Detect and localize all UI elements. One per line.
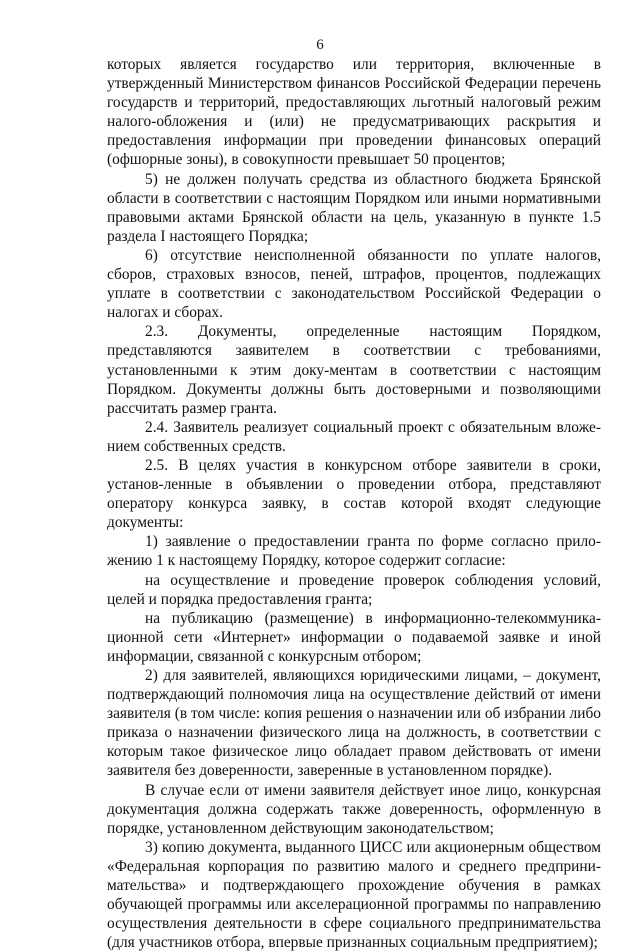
document-body [107, 55, 601, 952]
page-number: 6 [316, 37, 324, 53]
paragraph-doc-3: 3) копию документа, выданного ЦИСС или акционерным обществом «Федеральная корпорация по развитию малого и среднего предприни-мательства» и подтверждающего прохождение обучения в рамках обучающей программы или акселерационной программы по направлению осуществления деятельности в сфере социального предпринимательства (для участников отбора, впервые признанных социальным предприятием); [107, 838, 601, 952]
paragraph-proxy: В случае если от имени заявителя действует иное лицо, конкурсная документация должна содержать также доверенность, оформленную в порядке, установленном действующим законодательством; [107, 781, 601, 837]
paragraph-doc-1: 1) заявление о предоставлении гранта по форме согласно прило-жению 1 к настоящему Порядку, которое содержит согласие: [107, 533, 601, 570]
paragraph-doc-2: 2) для заявителей, являющихся юридическими лицами, – документ, подтверждающий полномочия лица на осуществление действий от имени заявителя (в том числе: копия решения о назначении или об избрании либо приказа о назначении физического лица на должность, в соответствии с которым такое физическое лицо обладает правом действовать от имени заявителя без доверенности, заверенные в установленном порядке). [107, 667, 601, 780]
paragraph-2-4: 2.4. Заявитель реализует социальный проект с обязательным вложе-нием собственных средств. [107, 418, 601, 455]
paragraph-item-5: 5) не должен получать средства из областного бюджета Брянской области в соответствии с настоящим Порядком или иными нормативными правовыми актами Брянской области на цель, указанную в пункте 1.5 раздела I настоящего Порядка; [107, 170, 601, 245]
paragraph-2-5: 2.5. В целях участия в конкурсном отборе заявители в сроки, установ-ленные в объявлении о проведении отбора, представляют оператору конкурса заявку, в состав которой входят следующие документы: [107, 456, 601, 532]
paragraph-consent-checks: на осуществление и проведение проверок соблюдения условий, целей и порядка предоставления гранта; [107, 571, 601, 608]
paragraph-2-3: 2.3. Документы, определенные настоящим Порядком, представляются заявителем в соответствии с требованиями, установленными к этим доку-ментам в соответствии с настоящим Порядком. Документы должны быть достоверными и позволяющими рассчитать размер гранта. [107, 323, 601, 417]
paragraph-item-6: 6) отсутствие неисполненной обязанности по уплате налогов, сборов, страховых взносов, пеней, штрафов, процентов, подлежащих уплате в соответствии с законодательством Российской Федерации о налогах и сборах. [107, 246, 601, 322]
paragraph-offshore-continuation: которых является государство или территория, включенные в утвержденный Министерством финансов Российской Федерации перечень государств и территорий, предоставляющих льготный налоговый режим налого-обложения и (или) не предусматривающих раскрытия и предоставления информации при проведении финансовых операций (офшорные зоны), в совокупности превышает 50 процентов; [107, 56, 601, 169]
paragraph-consent-publication: на публикацию (размещение) в информационно-телекоммуника-ционной сети «Интернет» информации о подаваемой заявке и иной информации, связанной с конкурсным отбором; [107, 609, 601, 665]
